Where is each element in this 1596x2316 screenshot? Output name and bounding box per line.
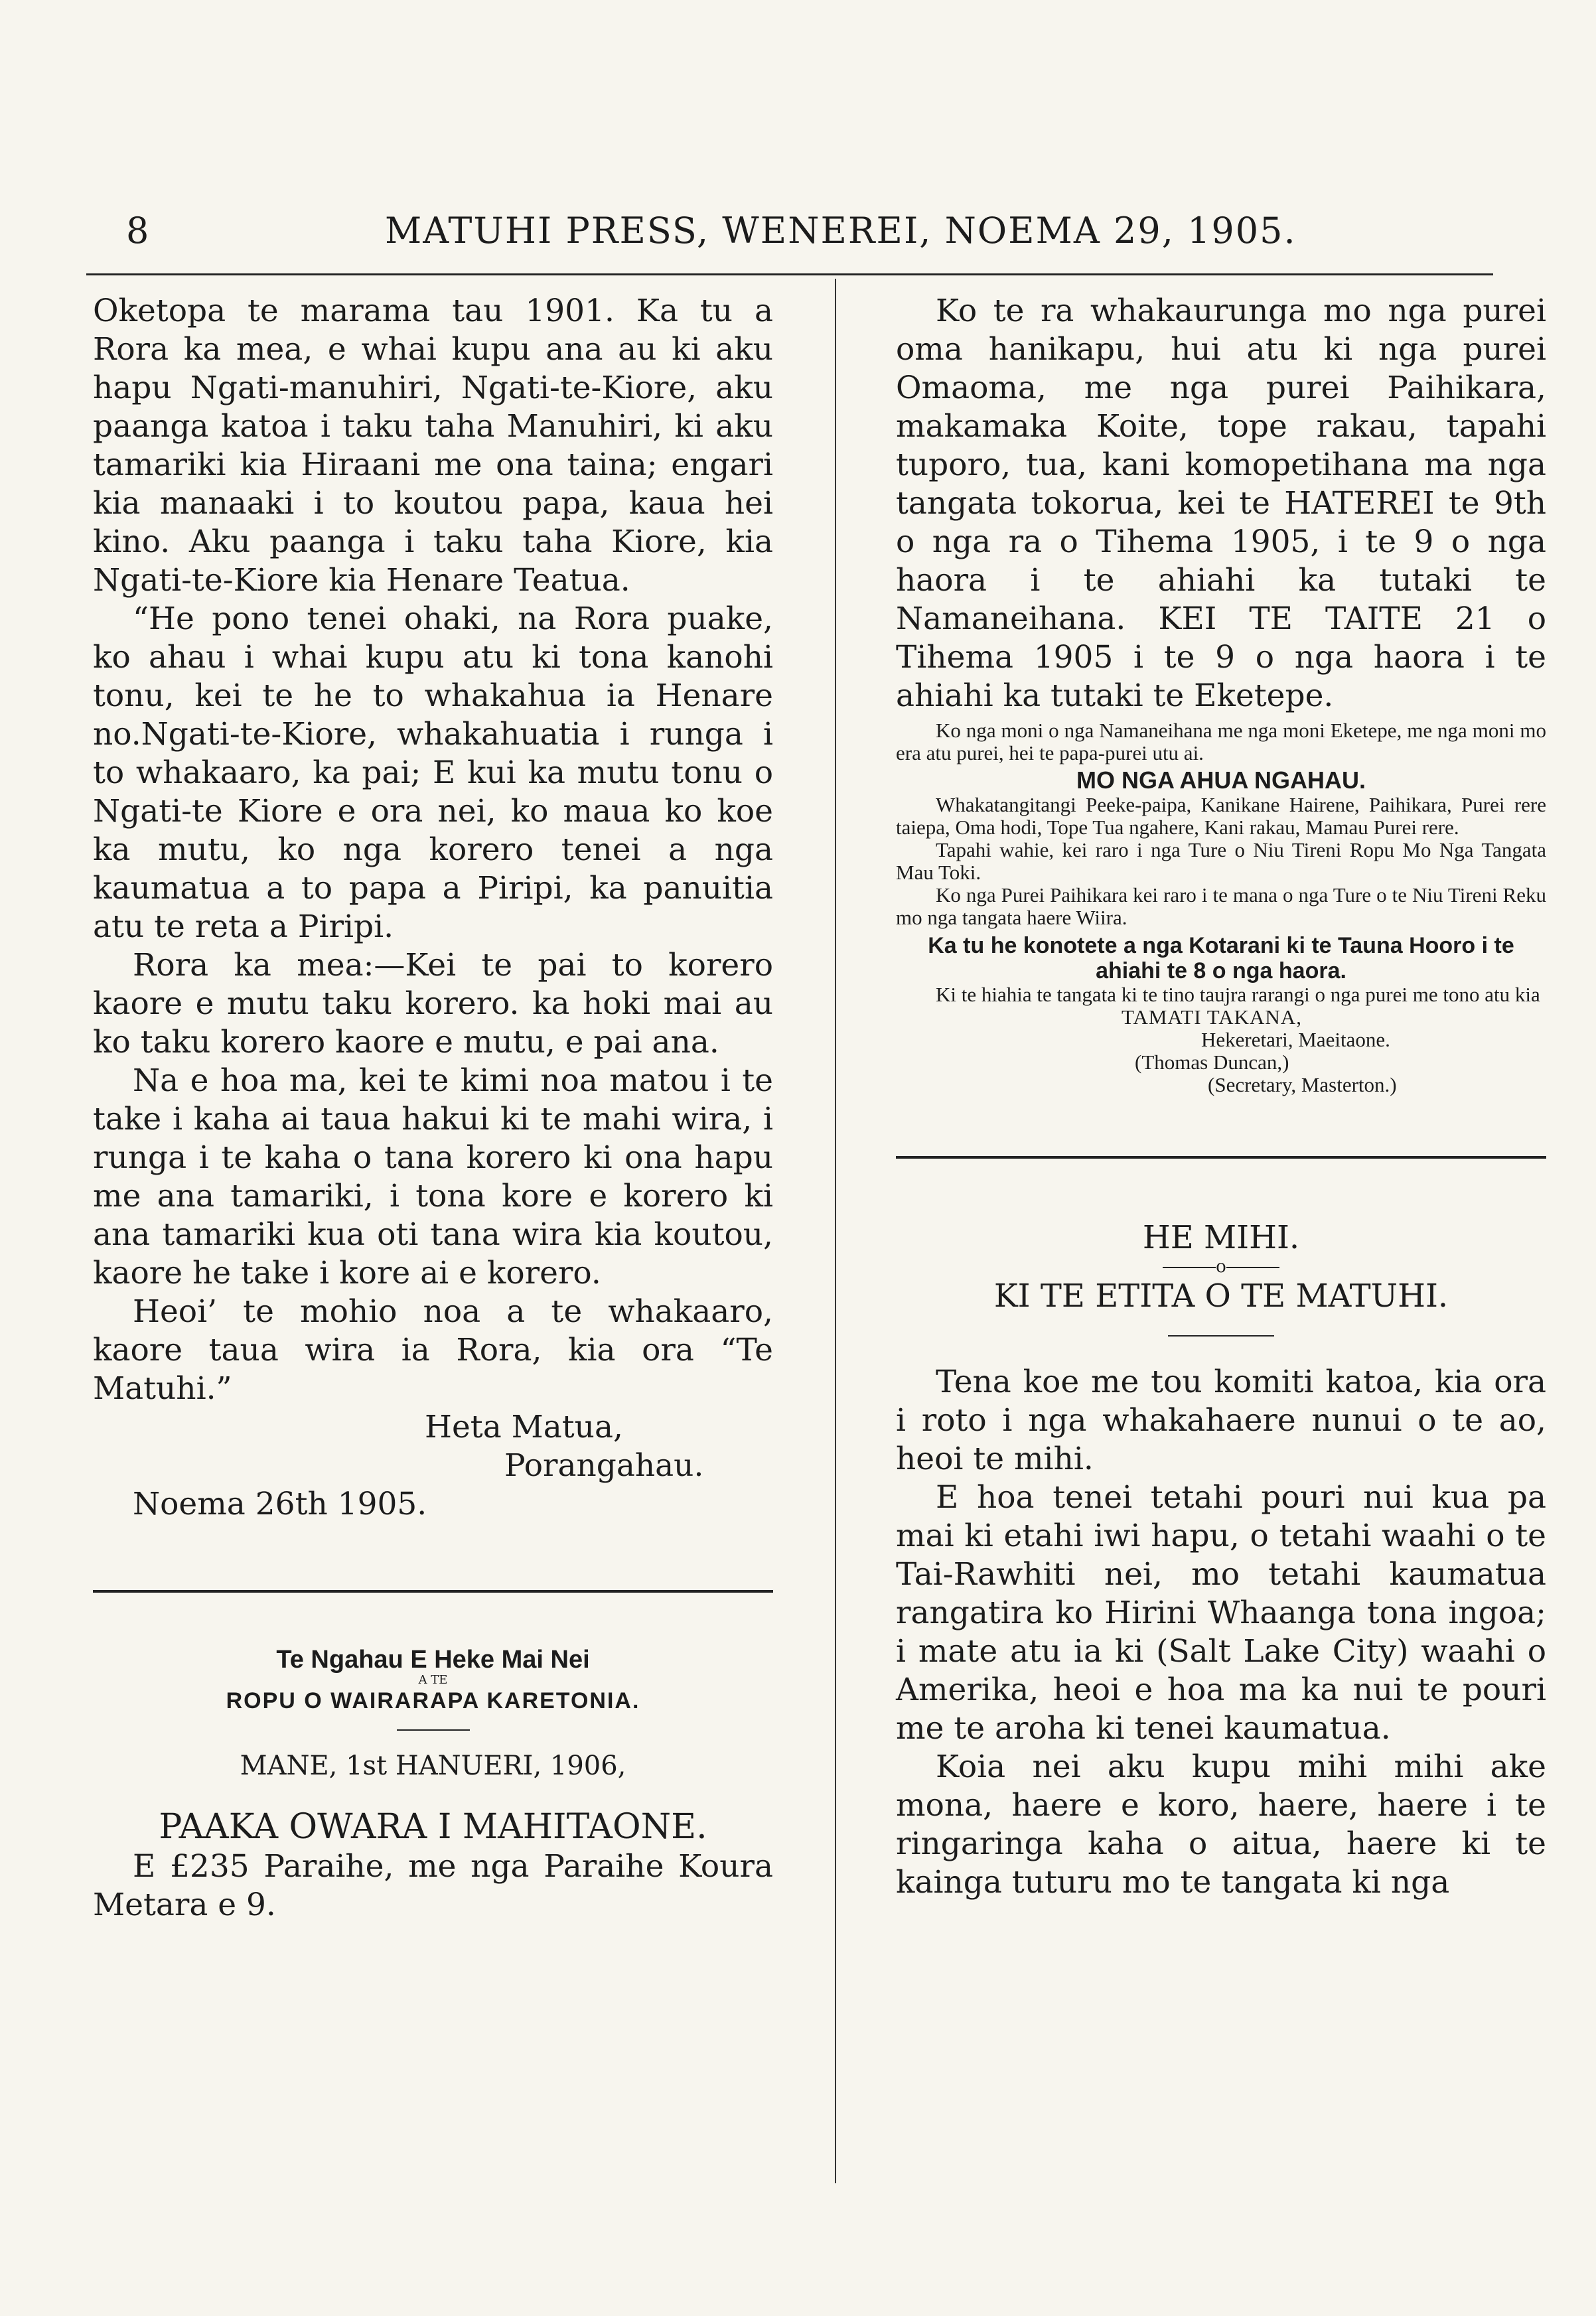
notice-main: Ko te ra whakaurunga mo nga purei oma hanikapu, hui atu ki nga purei Omaoma, me nga purei Paihikara, makamaka Koite, tope rakau, tapahi tuporo, tua, kani komopetihana ma nga tangata tokorua, kei te HATEREI te 9th o nga ra o Tihema 1905, i te 9 o nga haora i te ahiahi ka tutaki te Namaneihana. KEI TE TAITE 21 o Tihema 1905 i te 9 o nga haora i te ahiahi ka tutaki te Eketepe. [896,293,1546,714]
mihi-ornament: o [896,1257,1546,1277]
article-paragraph: Heoi’ te mohio noa a te whakaaro, kaore taua wira ia Rora, kia ora “Te Matuhi.” [93,1293,773,1407]
notice-list: Tapahi wahie, kei raro i nga Ture o Niu Tireni Ropu Mo Nga Tangata Mau Toki. [896,838,1546,884]
mihi-title: HE MIHI. [1142,1219,1300,1256]
ad-heading: Te Ngahau E Heke Mai Nei [276,1646,590,1674]
ad-a-te: A TE [418,1673,448,1687]
secretary-title: Hekeretari, Maeitaone. [1201,1028,1390,1051]
page-number: 8 [126,210,149,252]
notice-list: Ko nga Purei Paihikara kei raro i te mana o nga Ture o te Niu Tireni Reku mo nga tangata haere Wiira. [896,883,1546,929]
masthead: MATUHI PRESS, WENEREI, NOEMA 29, 1905. [385,210,1297,252]
notice-list: Whakatangitangi Peeke-paipa, Kanikane Hairene, Paihikara, Purei rere taiepa, Oma hodi, Tope Tua ngahere, Kani rakau, Mamau Purei rere. [896,793,1546,839]
mihi-paragraph: Koia nei aku kupu mihi mihi ake mona, haere e koro, haere, haere i te ringaringa kaha o aitua, haere ki te kainga tuturu mo te tangata ki nga [896,1749,1546,1901]
right-column [896,292,1546,1902]
page-header [86,199,1493,272]
mihi-paragraph: E hoa tenei tetahi pouri nui kua pa mai ki etahi iwi hapu, o tetahi waahi o te Tai-Rawhiti nei, mo tetahi kaumatua rangatira ko Hirini Whaanga tona ingoa; i mate atu ia ki (Salt Lake City) waahi o Amerika, heoi e hoa ma ka nui te pouri me te aroha ki tenei kaumatua. [896,1479,1546,1747]
signature-name: Heta Matua, [425,1409,623,1445]
article-paragraph: Oketopa te marama tau 1901. Ka tu a Rora ka mea, e whai kupu ana au ki aku hapu Ngati-manuhiri, Ngati-te-Kiore, aku paanga katoa i taku taha Manuhiri, ki aku tamariki kia Hiraani me ona taina; engari kia manaaki i to koutou papa, kaua hei kino. Aku paanga i taku taha Kiore, kia Ngati-te-Kiore kia Henare Teatua. [93,293,773,599]
left-column [93,292,773,1924]
ad-title: PAAKA OWARA I MAHITAONE. [159,1807,707,1847]
ad-date: MANE, 1st HANUERI, 1906, [240,1751,626,1781]
notice-money: Ko nga moni o nga Namaneihana me nga moni Eketepe, me nga moni mo era atu purei, hei te papa-purei utu ai. [896,719,1546,764]
date-line: Noema 26th 1905. [133,1486,427,1522]
section-rule [93,1590,773,1593]
mihi-paragraph: Tena koe me tou komiti katoa, kia ora i roto i nga whakahaere nunui o te ao, heoi te mihi. [896,1364,1546,1477]
column-divider [835,279,836,2183]
short-rule [1168,1335,1274,1337]
ad-subheading: ROPU O WAIRARAPA KARETONIA. [226,1688,640,1713]
secretary-name: TAMATI TAKANA, [1122,1005,1302,1029]
mihi-subtitle: KI TE ETITA O TE MATUHI. [993,1277,1449,1315]
mihi-section [896,1218,1546,1902]
secretary-title-en: (Secretary, Masterton.) [1208,1073,1397,1096]
notice-subhead: MO NGA AHUA NGAHAU. [1076,766,1366,794]
article-paragraph: Na e hoa ma, kei te kimi noa matou i te take i kaha ai taua hakui ki te mahi wira, i runga i te kaha o tana korero ki ona hapu me ana tamariki, i tona kore e korero ki ana tamariki kua oti tana wira kia koutou, kaore he take i kore ai e korero. [93,1062,773,1291]
short-rule [397,1729,470,1731]
article-paragraph: “He pono tenei ohaki, na Rora puake, ko ahau i whai kupu atu ki tona kanohi tonu, kei te he to whakahua ia Henare no.Ngati-te-Kiore, whakahuatia i runga i to whakaaro, ka pai; E kui ka mutu tonu o Ngati-te Kiore e ora nei, ko maua ko koe ka mutu, ko nga korero tenei a nga kaumatua a to papa a Piripi, ka panuitia atu te reta a Piripi. [93,601,773,945]
secretary-name-en: (Thomas Duncan,) [1135,1050,1289,1074]
notice-final: Ki te hiahia te tangata ki te tino taujra rarangi o nga purei me tono atu kia [936,983,1540,1006]
header-rule [86,273,1493,275]
notice-bold: Ka tu he konotete a nga Kotarani ki te Tauna Hooro i te ahiahi te 8 o nga haora. [928,933,1514,983]
section-rule [896,1156,1546,1159]
article-paragraph: Rora ka mea:—Kei te pai to korero kaore e mutu taku korero. ka hoki mai au ko taku korero kaore e mutu, e pai ana. [93,947,773,1060]
ad-prize: E £235 Paraihe, me nga Paraihe Koura Metara e 9. [93,1848,773,1923]
event-ad [93,1646,773,1924]
signature-place: Porangahau. [504,1447,704,1484]
